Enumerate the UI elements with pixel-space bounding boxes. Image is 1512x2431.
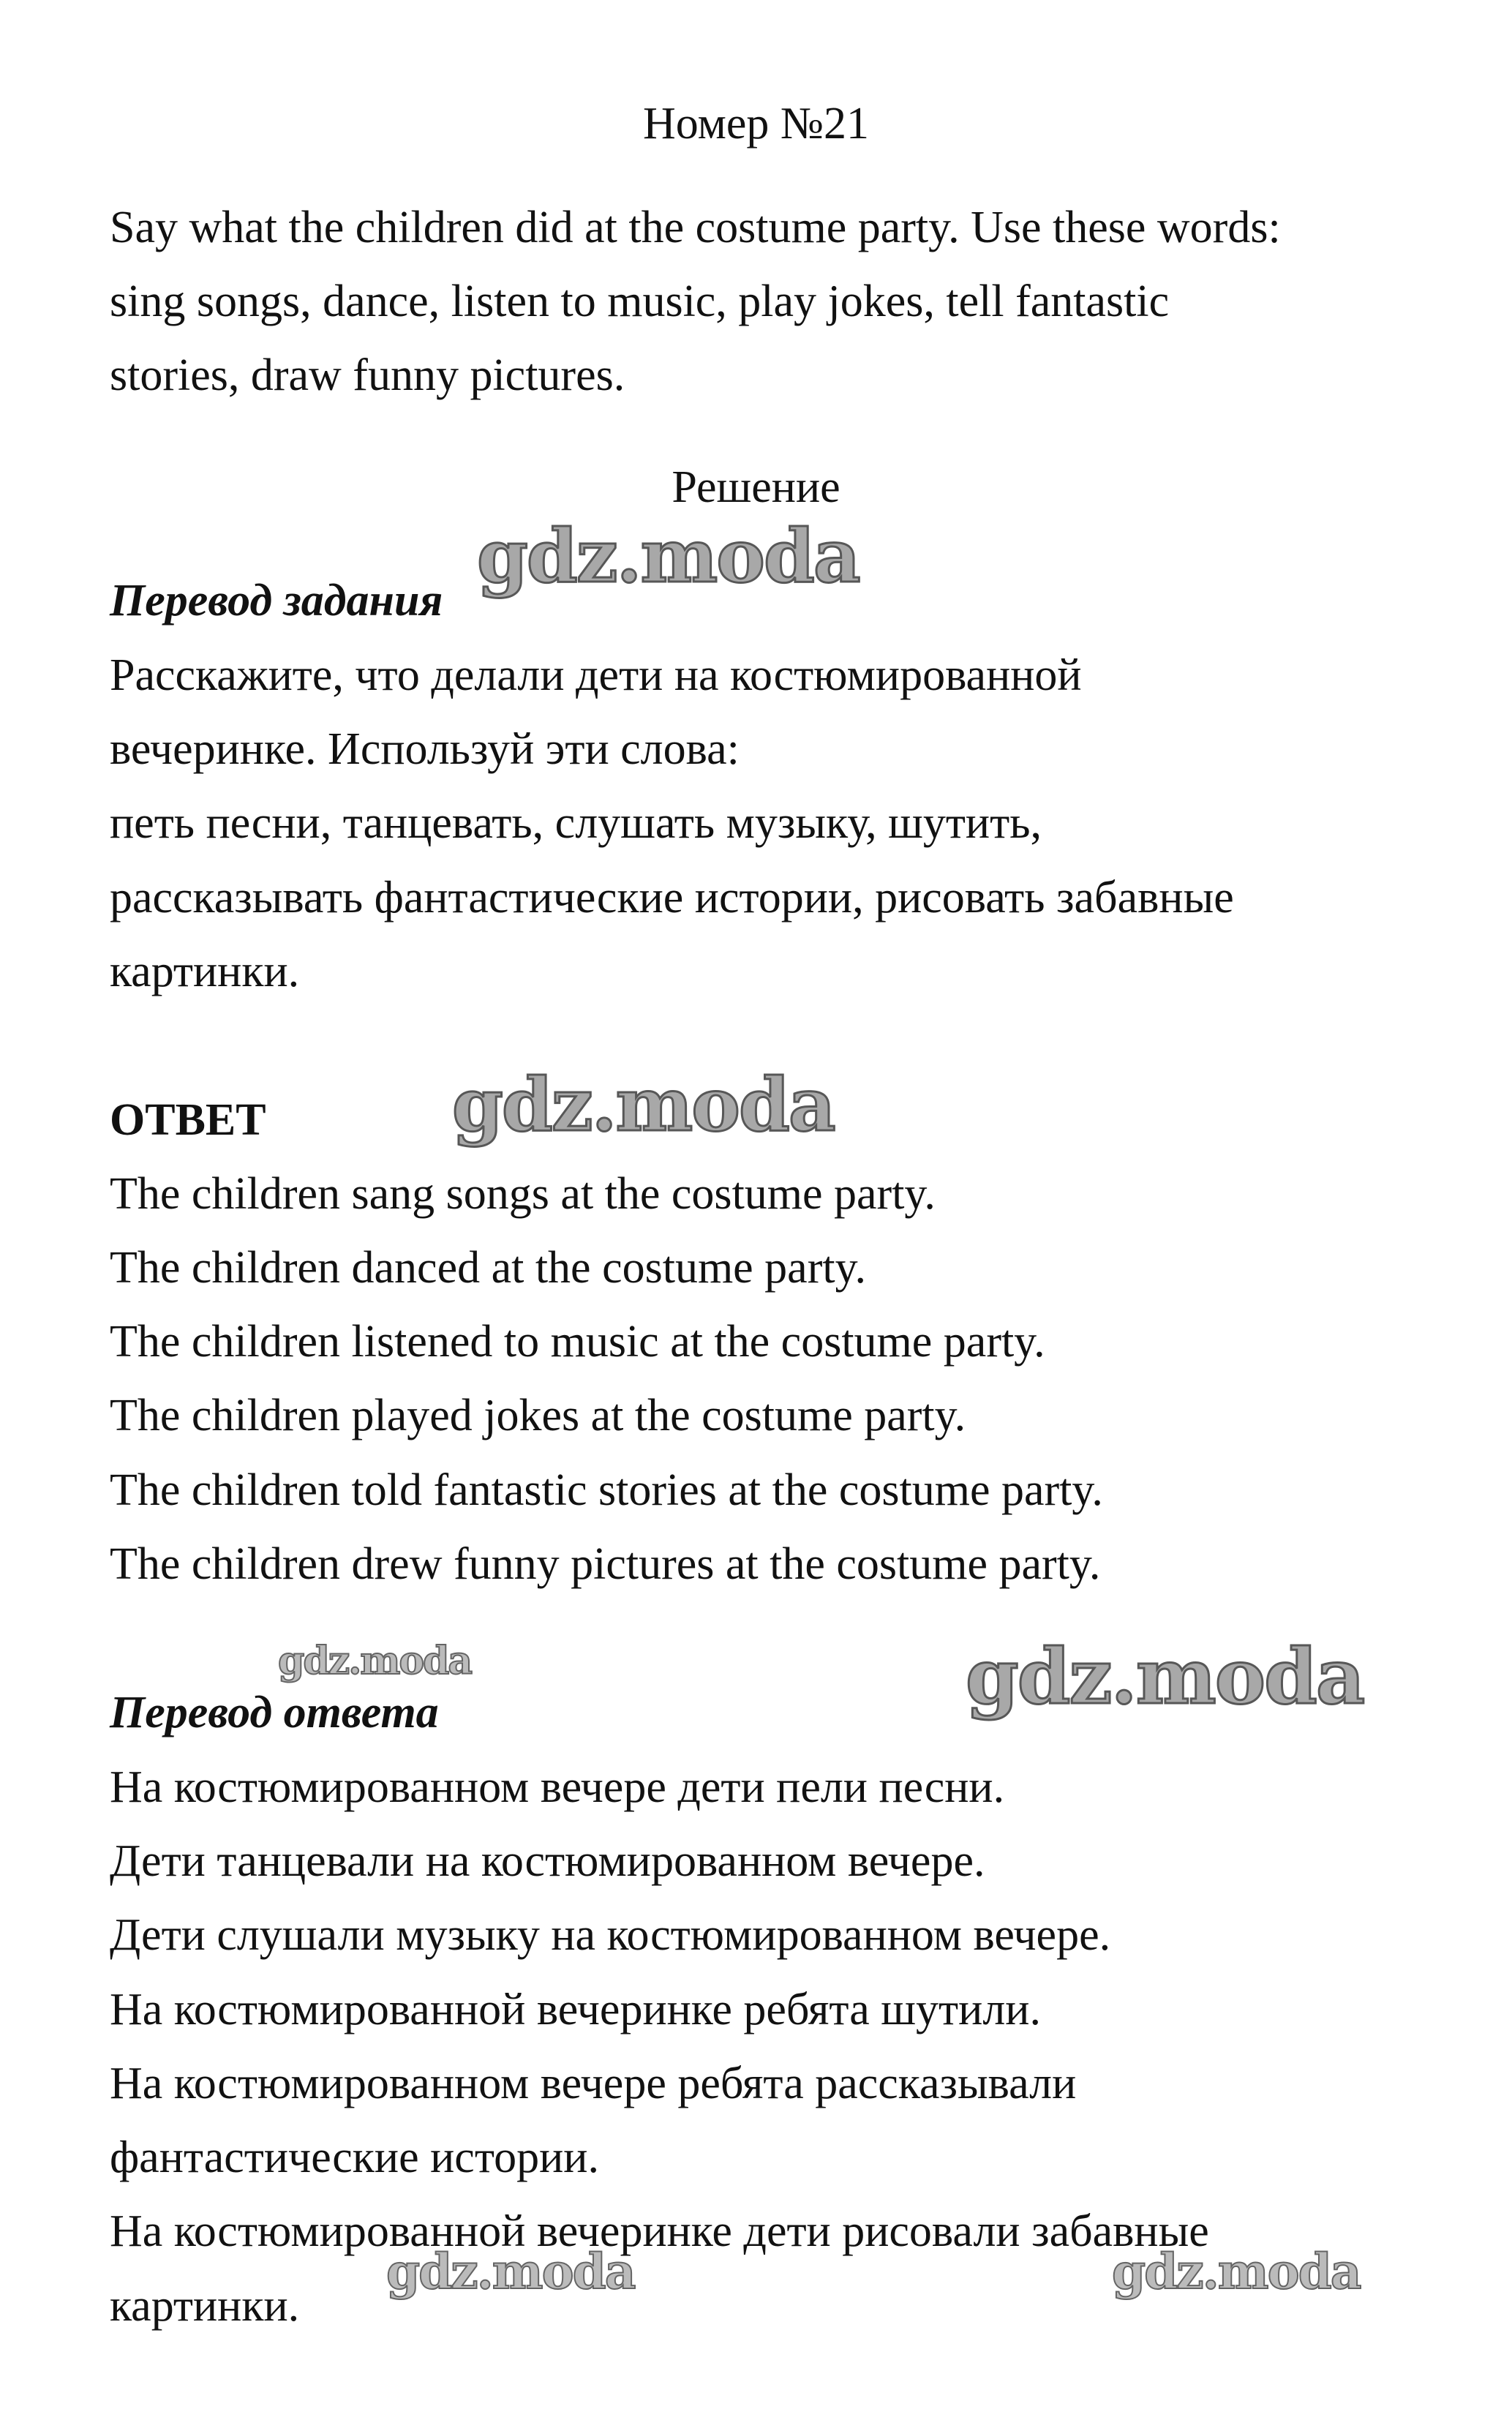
task-translation-line-1: Расскажите, что делали дети на костюмированной bbox=[110, 650, 1082, 700]
watermark-6: gdz.moda bbox=[1112, 2243, 1361, 2300]
task-line-1: Say what the children did at the costume party. Use these words: bbox=[110, 203, 1281, 252]
task-translation-line-5: картинки. bbox=[110, 947, 300, 996]
task-translation-line-4: рассказывать фантастические истории, рисовать забавные bbox=[110, 873, 1234, 923]
answer-translation-line-2: Дети танцевали на костюмированном вечере. bbox=[110, 1836, 985, 1886]
answer-line-4: The children played jokes at the costume party. bbox=[110, 1391, 966, 1440]
watermark-4: gdz.moda bbox=[966, 1631, 1364, 1721]
answer-line-5: The children told fantastic stories at the costume party. bbox=[110, 1465, 1103, 1515]
page-title: Номер №21 bbox=[642, 99, 869, 149]
task-translation-line-3: петь песни, танцевать, слушать музыку, шутить, bbox=[110, 798, 1042, 848]
watermark-3: gdz.moda bbox=[278, 1639, 472, 1683]
answer-line-1: The children sang songs at the costume party. bbox=[110, 1169, 936, 1219]
watermark-2: gdz.moda bbox=[452, 1062, 835, 1148]
task-translation-heading: Перевод задания bbox=[110, 576, 443, 625]
answer-translation-line-5: На костюмированном вечере ребята рассказывали bbox=[110, 2059, 1077, 2108]
answer-heading: ОТВЕТ bbox=[110, 1095, 266, 1145]
answer-translation-line-8: картинки. bbox=[110, 2281, 300, 2331]
answer-translation-line-1: На костюмированном вечере дети пели песни. bbox=[110, 1762, 1005, 1812]
task-line-3: stories, draw funny pictures. bbox=[110, 350, 625, 400]
watermark-1: gdz.moda bbox=[477, 513, 860, 599]
answer-line-3: The children listened to music at the costume party. bbox=[110, 1317, 1045, 1367]
task-translation-line-2: вечеринке. Используй эти слова: bbox=[110, 724, 740, 774]
answer-translation-line-4: На костюмированной вечеринке ребята шутили. bbox=[110, 1985, 1041, 2034]
answer-translation-line-7: На костюмированной вечеринке дети рисовали забавные bbox=[110, 2206, 1209, 2256]
task-line-2: sing songs, dance, listen to music, play jokes, tell fantastic bbox=[110, 277, 1170, 326]
watermark-5: gdz.moda bbox=[386, 2243, 635, 2300]
solution-title: Решение bbox=[672, 462, 840, 512]
answer-translation-line-6: фантастические истории. bbox=[110, 2133, 599, 2182]
answer-translation-line-3: Дети слушали музыку на костюмированном вечере. bbox=[110, 1910, 1111, 1960]
answer-translation-heading: Перевод ответа bbox=[110, 1688, 439, 1737]
answer-line-6: The children drew funny pictures at the costume party. bbox=[110, 1539, 1101, 1589]
answer-line-2: The children danced at the costume party. bbox=[110, 1243, 867, 1293]
